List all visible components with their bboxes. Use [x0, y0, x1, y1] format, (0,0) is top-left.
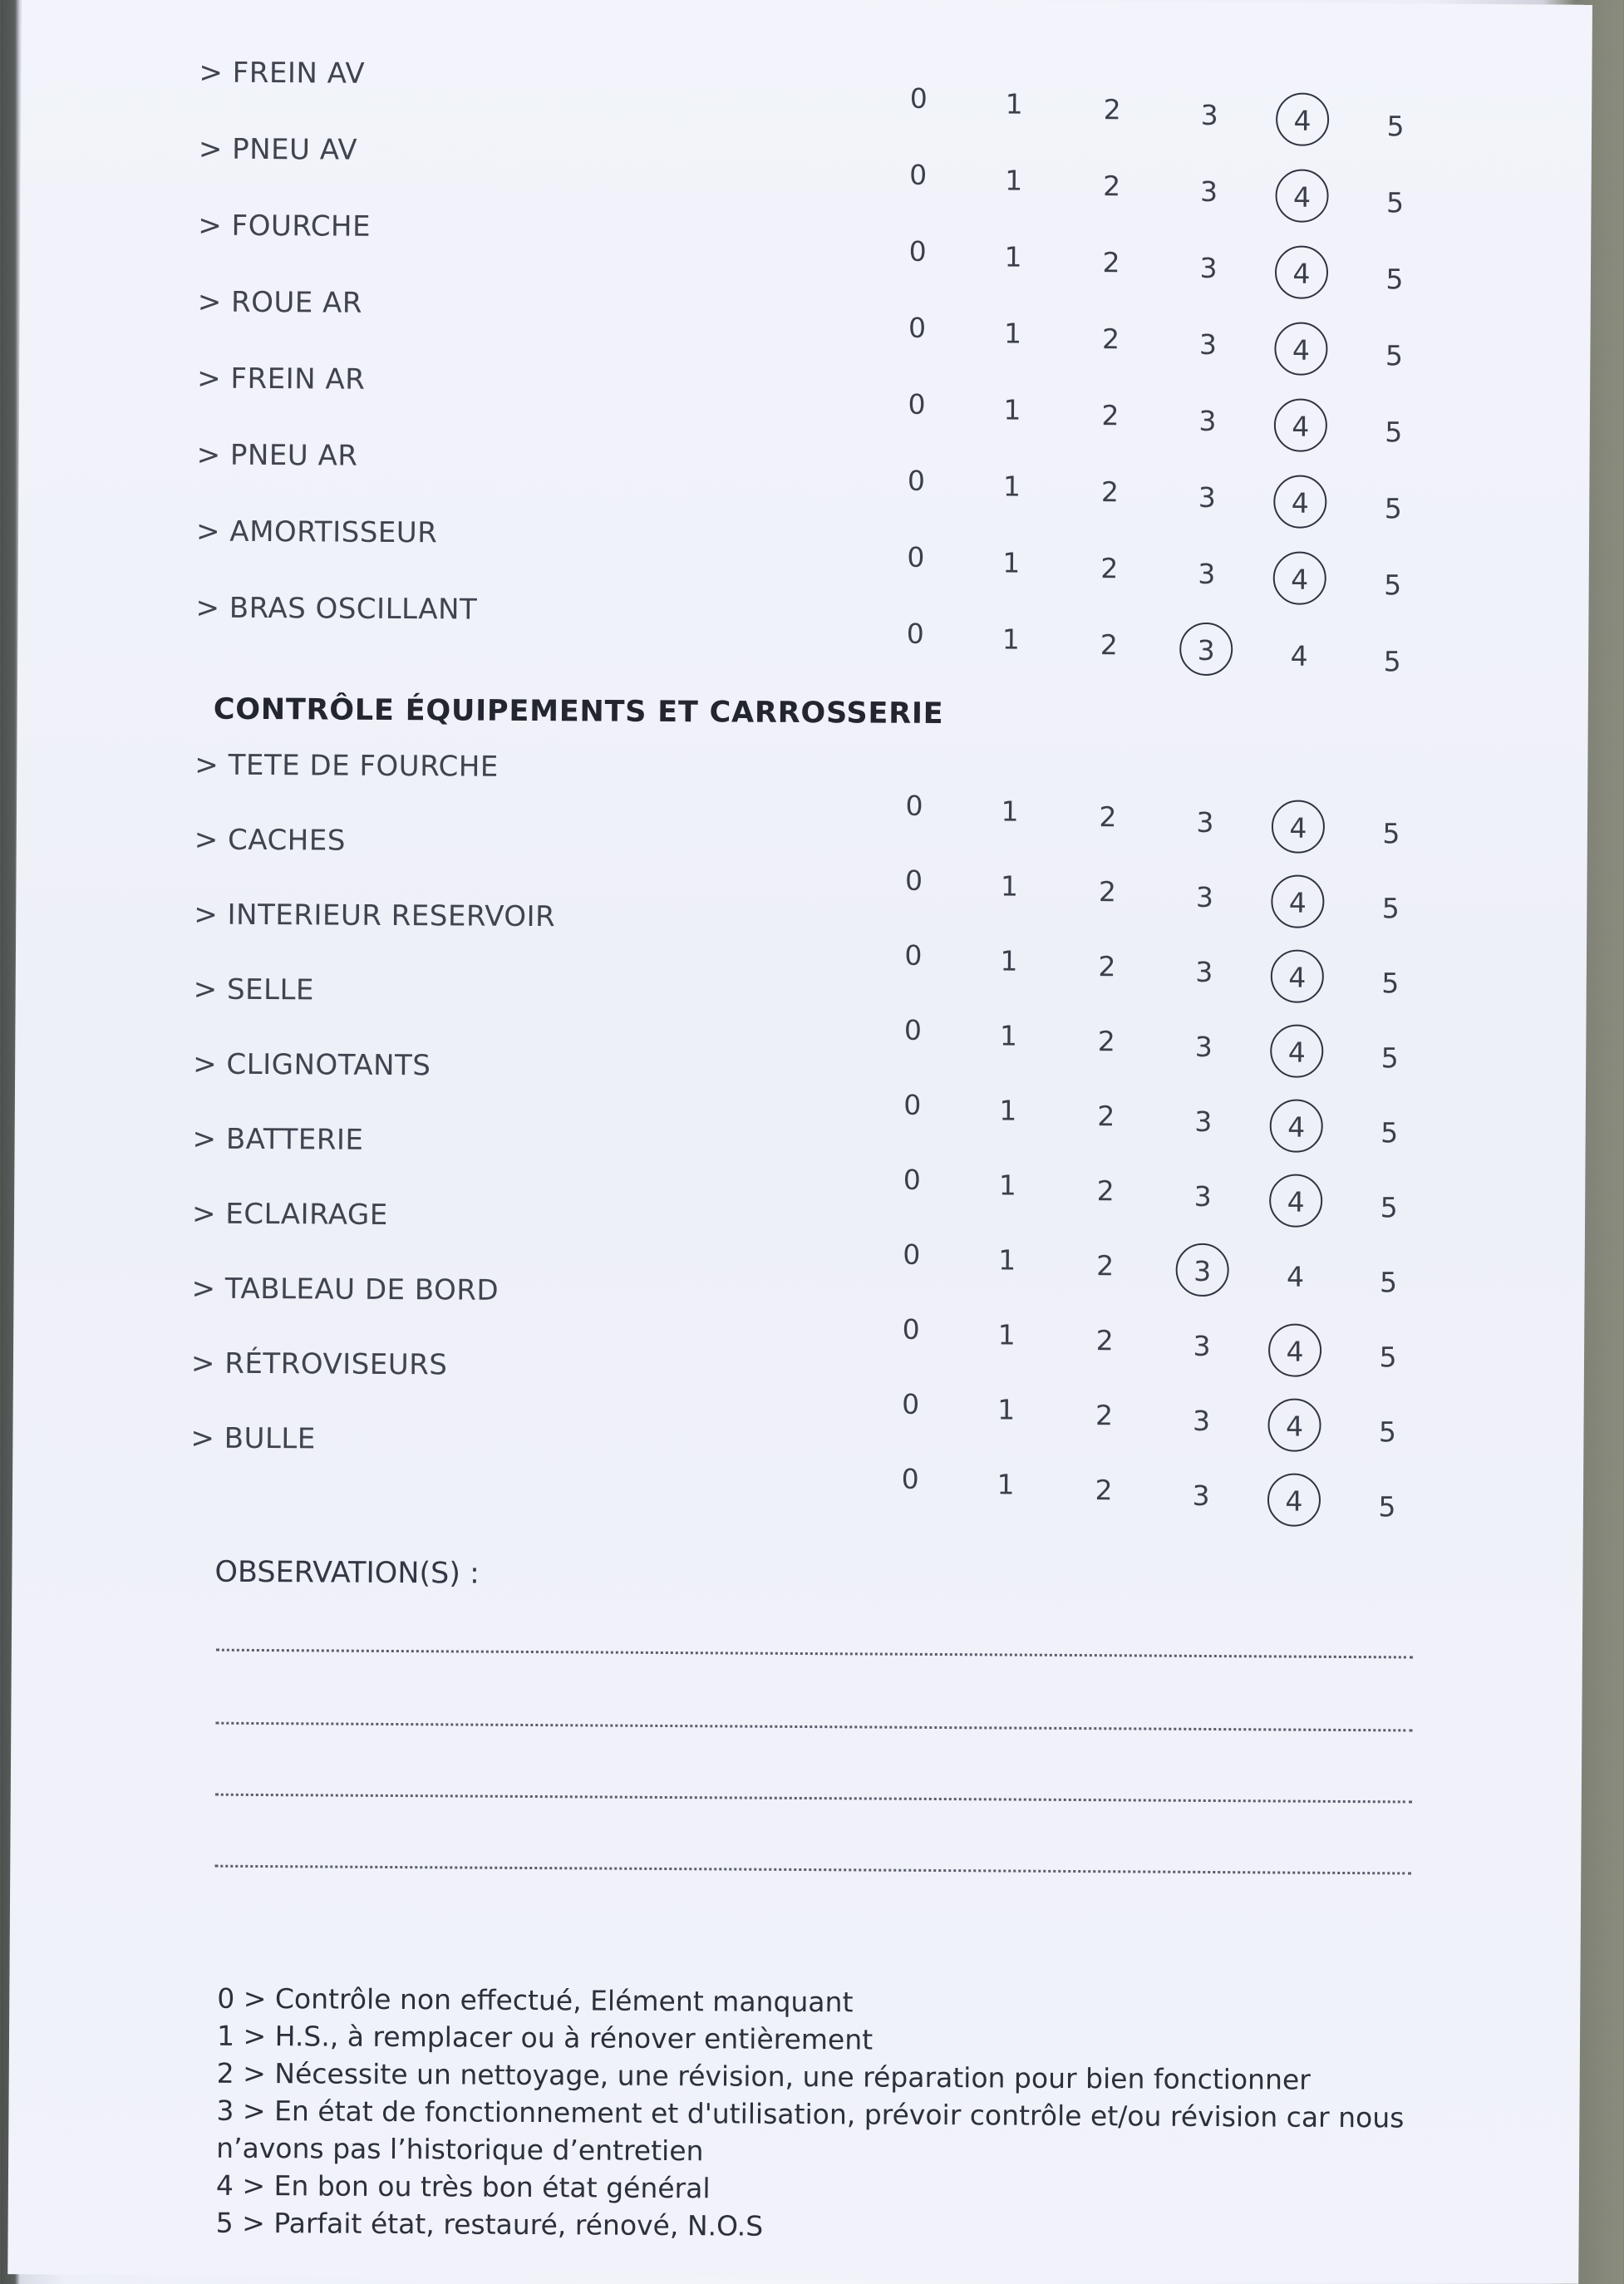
score-option[interactable]: 2	[1102, 246, 1120, 279]
checklist-row	[18, 514, 1590, 602]
score-option[interactable]: 5	[1382, 817, 1400, 850]
item-label: > TABLEAU DE BORD	[191, 1272, 500, 1307]
checklist-row	[19, 361, 1591, 449]
score-option[interactable]: 3	[1194, 1030, 1213, 1064]
item-label: > CACHES	[194, 823, 347, 858]
score-option[interactable]: 5	[1379, 1341, 1397, 1374]
score-option[interactable]: 4	[1292, 333, 1311, 367]
score-option[interactable]: 3	[1196, 805, 1214, 839]
score-option[interactable]: 1	[1000, 869, 1019, 903]
selected-score-circle	[1273, 475, 1326, 528]
legend-line: n’avons pas l’historique d’entretien	[216, 2131, 704, 2168]
score-option[interactable]: 1	[998, 1169, 1016, 1202]
observation-line-3[interactable]	[215, 1794, 1412, 1804]
score-option[interactable]: 3	[1193, 1329, 1211, 1362]
checklist-row	[19, 284, 1591, 372]
score-option[interactable]: 1	[1002, 470, 1021, 503]
selected-score-circle	[1273, 551, 1326, 604]
score-option[interactable]: 3	[1195, 880, 1214, 914]
legend-line: 4 > En bon ou très bon état général	[215, 2168, 711, 2205]
score-option[interactable]: 4	[1287, 1036, 1306, 1069]
score-option[interactable]: 4	[1287, 1185, 1305, 1218]
score-option[interactable]: 4	[1292, 180, 1312, 214]
legend-line: 3 > En état de fonctionnement et d'utilisation, prévoir contrôle et/ou révision car nous	[216, 2094, 1405, 2134]
score-option[interactable]: 1	[997, 1318, 1016, 1351]
checklist-row	[18, 437, 1590, 525]
legend-line: 5 > Parfait état, restauré, rénové, N.O.S	[215, 2206, 764, 2242]
score-option[interactable]: 4	[1292, 257, 1311, 290]
score-option[interactable]: 1	[1004, 240, 1022, 273]
score-option[interactable]: 2	[1098, 950, 1116, 983]
score-option[interactable]: 2	[1101, 322, 1120, 356]
score-option[interactable]: 4	[1285, 1410, 1304, 1443]
item-label: > ECLAIRAGE	[191, 1197, 388, 1232]
score-option[interactable]: 1	[1005, 164, 1023, 197]
score-option[interactable]: 2	[1103, 170, 1121, 203]
score-option[interactable]: 3	[1198, 327, 1218, 362]
legend-line: 0 > Contrôle non effectué, Elément manquant	[217, 1981, 854, 2019]
score-option[interactable]: 3	[1192, 1479, 1210, 1512]
score-option[interactable]: 2	[1095, 1474, 1113, 1507]
score-option[interactable]: 2	[1100, 628, 1118, 662]
score-option[interactable]: 1	[1003, 317, 1022, 350]
item-label: > RÉTROVISEURS	[190, 1346, 448, 1382]
item-label: > BULLE	[190, 1421, 316, 1456]
score-option[interactable]: 1	[999, 1019, 1018, 1052]
inspection-sheet	[7, 0, 1592, 2284]
score-option[interactable]: 4	[1291, 563, 1309, 596]
score-option[interactable]: 1	[997, 1468, 1015, 1501]
score-option[interactable]: 3	[1197, 633, 1215, 667]
score-option[interactable]: 4	[1287, 1260, 1305, 1293]
score-option[interactable]: 5	[1386, 110, 1405, 143]
score-option[interactable]: 0	[904, 938, 923, 972]
score-option[interactable]: 0	[905, 789, 923, 822]
score-option[interactable]: 5	[1381, 892, 1400, 925]
score-option[interactable]: 0	[907, 464, 926, 497]
selected-score-circle	[1179, 623, 1233, 676]
item-label: > PNEU AR	[196, 438, 358, 473]
score-option[interactable]: 3	[1192, 1404, 1211, 1437]
score-option[interactable]: 3	[1199, 175, 1218, 209]
score-option[interactable]: 0	[908, 234, 927, 268]
score-option[interactable]: 0	[904, 864, 923, 897]
selected-score-circle	[1275, 169, 1328, 222]
score-option[interactable]: 4	[1286, 1335, 1304, 1368]
score-option[interactable]: 1	[1003, 393, 1021, 426]
observation-line-1[interactable]	[216, 1649, 1413, 1659]
score-option[interactable]: 0	[903, 1238, 921, 1271]
score-option[interactable]: 1	[1002, 546, 1021, 579]
score-option[interactable]: 1	[999, 1094, 1017, 1127]
score-option[interactable]: 1	[1001, 623, 1020, 656]
score-option[interactable]: 4	[1288, 961, 1307, 994]
score-option[interactable]: 0	[908, 387, 926, 421]
section-title-equipment: CONTRÔLE ÉQUIPEMENTS ET CARROSSERIE	[213, 692, 944, 731]
observation-line-4[interactable]	[214, 1865, 1411, 1875]
score-option[interactable]: 0	[908, 311, 927, 344]
score-option[interactable]: 2	[1101, 399, 1120, 432]
score-option[interactable]: 4	[1292, 410, 1310, 443]
score-option[interactable]: 0	[906, 617, 924, 650]
score-option[interactable]: 4	[1288, 886, 1307, 919]
score-option[interactable]: 0	[903, 1163, 921, 1196]
observations-label: OBSERVATION(S) :	[214, 1555, 480, 1591]
item-label: > PNEU AV	[198, 132, 358, 167]
top-items-list	[22, 0, 1592, 678]
score-option[interactable]: 5	[1381, 967, 1400, 1000]
checklist-row	[21, 55, 1592, 143]
score-option[interactable]: 3	[1198, 480, 1216, 514]
score-option[interactable]: 1	[1005, 87, 1023, 121]
score-option[interactable]: 3	[1199, 251, 1218, 285]
score-option[interactable]: 2	[1097, 1025, 1115, 1058]
score-option[interactable]: 5	[1384, 569, 1402, 602]
item-label: > BRAS OSCILLANT	[195, 591, 478, 627]
score-option[interactable]: 4	[1290, 639, 1308, 672]
score-option[interactable]: 2	[1100, 475, 1120, 509]
score-option[interactable]: 5	[1385, 339, 1404, 372]
score-option[interactable]: 2	[1100, 552, 1119, 585]
score-option[interactable]: 5	[1380, 1191, 1398, 1224]
selected-score-circle	[1276, 92, 1329, 145]
score-option[interactable]: 0	[902, 1387, 920, 1420]
score-option[interactable]: 2	[1097, 1100, 1115, 1133]
legend-line: 2 > Nécessite un nettoyage, une révision, une réparation pour bien fonctionner	[216, 2056, 1311, 2096]
selected-score-circle	[1274, 398, 1327, 451]
score-option[interactable]: 3	[1198, 557, 1216, 591]
item-label: > ROUE AR	[197, 285, 363, 320]
score-option[interactable]: 5	[1379, 1266, 1398, 1299]
score-option[interactable]: 0	[903, 1088, 922, 1121]
score-option[interactable]: 5	[1385, 416, 1403, 449]
score-option[interactable]: 4	[1287, 1110, 1306, 1144]
item-label: > FREIN AV	[199, 56, 366, 91]
score-option[interactable]: 5	[1378, 1490, 1396, 1523]
selected-score-circle	[1275, 245, 1328, 298]
selected-score-circle	[1274, 322, 1327, 375]
score-option[interactable]: 3	[1193, 1179, 1212, 1213]
score-option[interactable]: 5	[1385, 186, 1405, 219]
score-option[interactable]: 0	[909, 81, 928, 115]
score-option[interactable]: 5	[1384, 492, 1402, 525]
checklist-row	[12, 1420, 1584, 1523]
score-option[interactable]: 0	[909, 158, 928, 191]
score-option[interactable]: 2	[1103, 93, 1121, 126]
item-label: > BATTERIE	[192, 1122, 364, 1157]
score-option[interactable]: 2	[1096, 1174, 1115, 1208]
item-label: > FREIN AR	[197, 362, 366, 396]
score-option[interactable]: 5	[1380, 1041, 1399, 1075]
score-option[interactable]: 2	[1099, 800, 1117, 834]
score-option[interactable]: 0	[903, 1013, 923, 1046]
score-option[interactable]: 2	[1095, 1399, 1114, 1432]
score-option[interactable]: 0	[907, 540, 925, 573]
score-option[interactable]: 1	[998, 1243, 1016, 1277]
score-option[interactable]: 2	[1096, 1249, 1115, 1282]
score-option[interactable]: 2	[1095, 1324, 1114, 1357]
score-option[interactable]: 1	[1000, 944, 1018, 977]
checklist-row	[17, 590, 1589, 678]
item-label: > FOURCHE	[198, 209, 372, 244]
score-option[interactable]: 0	[902, 1312, 920, 1346]
score-option[interactable]: 3	[1200, 98, 1218, 132]
score-option[interactable]: 0	[901, 1462, 919, 1495]
score-option[interactable]: 3	[1195, 955, 1213, 989]
scoring-legend	[216, 1980, 1405, 2249]
legend-line: 1 > H.S., à remplacer ou à rénover entièrement	[216, 2019, 874, 2056]
score-option[interactable]: 3	[1193, 1254, 1212, 1287]
checklist-row	[20, 131, 1592, 219]
score-option[interactable]: 4	[1285, 1484, 1303, 1518]
score-option[interactable]: 5	[1385, 263, 1404, 296]
selected-score-circle	[1267, 1473, 1321, 1526]
score-option[interactable]: 5	[1378, 1415, 1397, 1449]
score-option[interactable]: 4	[1289, 811, 1307, 844]
score-option[interactable]: 4	[1293, 104, 1312, 137]
item-label: > INTERIEUR RESERVOIR	[194, 898, 556, 934]
score-option[interactable]: 1	[1001, 795, 1019, 828]
score-option[interactable]: 3	[1194, 1105, 1213, 1139]
observation-line-2[interactable]	[215, 1722, 1412, 1732]
score-option[interactable]: 4	[1291, 486, 1309, 519]
item-label: > CLIGNOTANTS	[193, 1047, 431, 1083]
score-option[interactable]: 1	[997, 1393, 1016, 1426]
score-option[interactable]: 3	[1198, 404, 1217, 438]
score-option[interactable]: 5	[1383, 645, 1401, 678]
item-label: > SELLE	[193, 972, 315, 1007]
checklist-row	[20, 208, 1592, 296]
item-label: > TETE DE FOURCHE	[194, 748, 499, 784]
score-option[interactable]: 5	[1380, 1116, 1399, 1149]
item-label: > AMORTISSEUR	[195, 514, 438, 550]
score-option[interactable]: 2	[1098, 875, 1117, 908]
